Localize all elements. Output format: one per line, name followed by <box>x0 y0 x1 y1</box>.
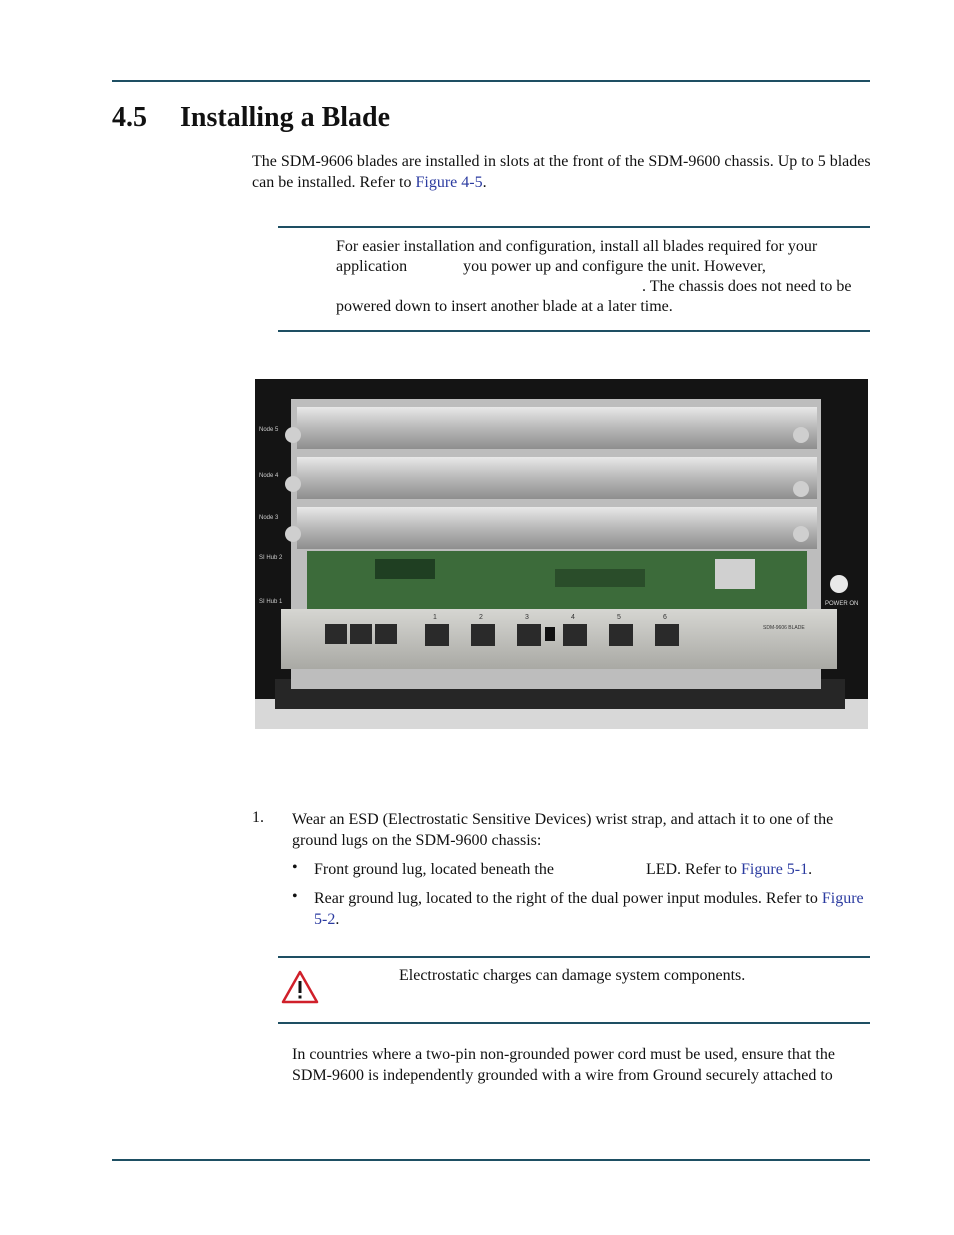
bullet-marker: • <box>292 888 298 905</box>
ethernet-port <box>375 624 397 644</box>
power-led <box>830 575 848 593</box>
blade-label: SDM-9606 BLADE <box>763 625 805 631</box>
slot-label: Node 5 <box>259 427 279 433</box>
thumbscrew-icon <box>285 476 301 492</box>
slot-label: SI Hub 2 <box>259 555 283 561</box>
port-number: 4 <box>571 614 575 621</box>
bullet-rear-ground-lug: Rear ground lug, located to the right of the dual power input modules. Refer to Figure 5-2. <box>314 890 864 928</box>
blank-slot-node-4 <box>297 457 817 499</box>
ethernet-port <box>350 624 372 644</box>
thumbscrew-icon <box>793 427 809 443</box>
step-text: Wear an ESD (Electrostatic Sensitive Devices) wrist strap, and attach it to one of the ground lugs on the SDM-9600 chassis: <box>292 811 834 849</box>
port-number: 3 <box>525 614 529 621</box>
thumbscrew-icon <box>793 481 809 497</box>
chassis-photo <box>255 379 868 729</box>
intro-paragraph: The SDM-9606 blades are installed in slots at the front of the SDM-9600 chassis. Up to 5 blades can be installed. Refer to Figure 4-5. <box>252 153 871 191</box>
warning-triangle-icon <box>281 970 319 1004</box>
port-3 <box>517 624 541 646</box>
port-number: 6 <box>663 614 667 621</box>
port-number: 5 <box>617 614 621 621</box>
caution-text: Electrostatic charges can damage system components. <box>399 967 746 984</box>
note-text: For easier installation and configuration, install all blades required for your application you power up and configure the unit. However, . The chassis does not need to be powered down to insert another blade at a later time. <box>336 238 852 315</box>
thumbscrew-icon <box>793 526 809 542</box>
port-5 <box>609 624 633 646</box>
figure-5-1-link[interactable]: Figure 5-1 <box>741 861 809 878</box>
figure-5-2-link[interactable]: Figure 5-2 <box>314 890 864 928</box>
port-2 <box>471 624 495 646</box>
bullet-marker: • <box>292 859 298 876</box>
port-4 <box>563 624 587 646</box>
bullet-front-ground-lug: Front ground lug, located beneath the LED. Refer to Figure 5-1. <box>314 861 813 878</box>
thumbscrew-icon <box>285 427 301 443</box>
console-port <box>325 624 347 644</box>
figure-4-5-link[interactable]: Figure 4-5 <box>415 174 483 191</box>
slot-label: Node 4 <box>259 473 279 479</box>
section-heading <box>112 102 390 134</box>
blank-slot-node-3 <box>297 507 817 549</box>
closing-paragraph: In countries where a two-pin non-grounded power cord must be used, ensure that the SDM-9600 is independently grounded with a wire from Ground securely attached to <box>292 1046 835 1084</box>
section-number: 4.5 <box>112 102 147 133</box>
thumbscrew-icon <box>285 526 301 542</box>
step-number: 1. <box>252 809 264 826</box>
header-rule <box>112 80 870 82</box>
footer-rule <box>112 1159 870 1161</box>
slot-label: Node 3 <box>259 515 279 521</box>
slot-label: SI Hub 1 <box>259 599 283 605</box>
port-1 <box>425 624 449 646</box>
port-6 <box>655 624 679 646</box>
port-number: 1 <box>433 614 437 621</box>
section-title: Installing a Blade <box>180 102 391 133</box>
blank-slot-node-5 <box>297 407 817 449</box>
power-label: POWER ON <box>825 601 859 607</box>
port-number: 2 <box>479 614 483 621</box>
